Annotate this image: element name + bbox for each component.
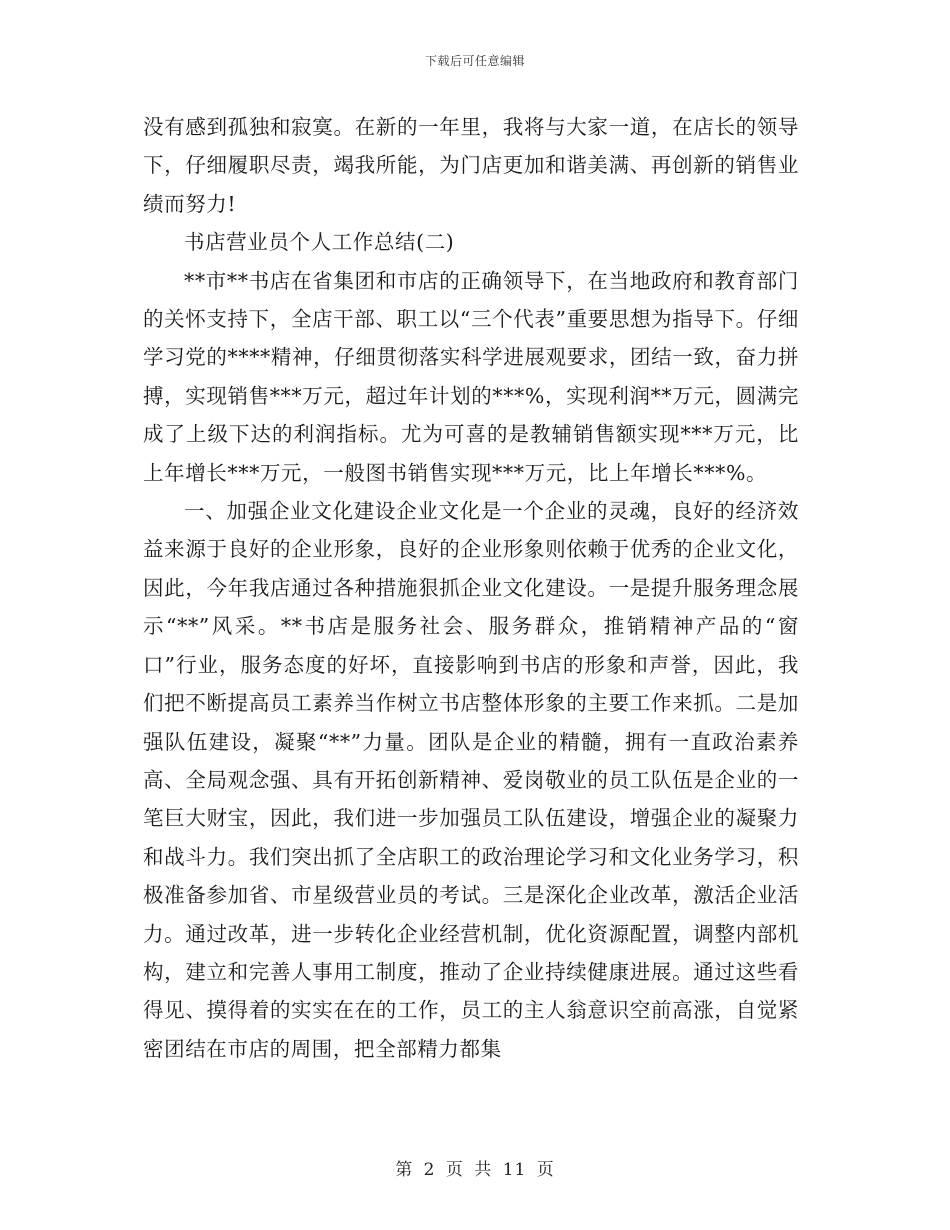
paragraph-continuation: 没有感到孤独和寂寞。在新的一年里，我将与大家一道，在店长的领导下，仔细履职尽责，竭我所能，为门店更加和谐美满、再创新的销售业绩而努力! [143,115,799,216]
paragraph-intro: **市**书店在省集团和市店的正确领导下，在当地政府和教育部门的关怀支持下，全店干部、职工以“三个代表”重要思想为指导下。仔细学习党的****精神，仔细贯彻落实科学进展观要求，团结一致，奋力拼搏，实现销售***万元，超过年计划的***%，实现利润**万元，圆满完成了上级下达的利润指标。尤为可喜的是教辅销售额实现***万元，比上年增长***万元，一般图书销售实现***万元，比上年增长***%。 [143,268,799,485]
section-subtitle: 书店营业员个人工作总结(二) [184,230,455,255]
page-number: 第 2 页 共 11 页 [395,1160,555,1180]
document-body [143,108,799,1068]
paragraph-culture: 一、加强企业文化建设企业文化是一个企业的灵魂，良好的经济效益来源于良好的企业形象，良好的企业形象则依赖于优秀的企业文化，因此，今年我店通过各种措施狠抓企业文化建设。一是提升服务理念展示“**”风采。**书店是服务社会、服务群众，推销精神产品的“窗口”行业，服务态度的好坏，直接影响到书店的形象和声誉，因此，我们把不断提高员工素养当作树立书店整体形象的主要工作来抓。二是加强队伍建设，凝聚“**”力量。团队是企业的精髓，拥有一直政治素养高、全局观念强、具有开拓创新精神、爱岗敬业的员工队伍是企业的一笔巨大财宝，因此，我们进一步加强员工队伍建设，增强企业的凝聚力和战斗力。我们突出抓了全店职工的政治理论学习和文化业务学习，积极准备参加省、市星级营业员的考试。三是深化企业改革，激活企业活力。通过改革，进一步转化企业经营机制，优化资源配置，调整内部机构，建立和完善人事用工制度，推动了企业持续健康进展。通过这些看得见、摸得着的实实在在的工作，员工的主人翁意识空前高涨，自觉紧密团结在市店的周围，把全部精力都集 [143,499,799,1061]
page-header-note: 下载后可任意编辑 [424,54,525,68]
